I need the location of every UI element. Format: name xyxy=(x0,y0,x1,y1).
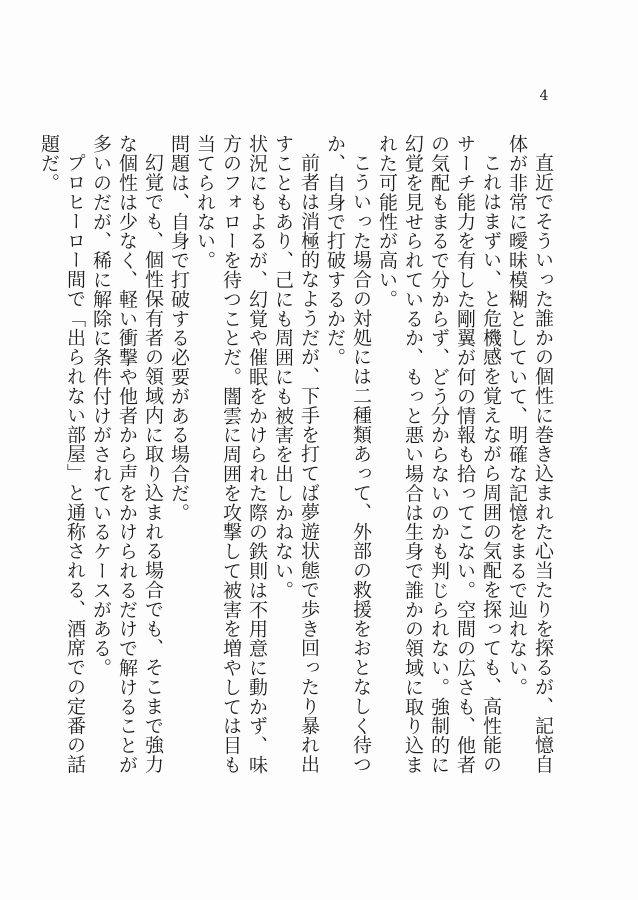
page-number: 4 xyxy=(539,88,549,104)
paragraph: こういった場合の対処には二種類あって、外部の救援をおとなしく待つか、自身で打破するかだ。 xyxy=(324,134,372,774)
paragraph: 直近でそういった誰かの個性に巻き込まれた心当たりを探るが、記憶自体が非常に曖昧模糊としていて、明確な記憶をまるで辿れない。 xyxy=(506,134,554,774)
paragraph: 幻覚でも、個性保有者の領域内に取り込まれる場合でも、そこまで強力な個性は少なく、軽い衝撃や他者から声をかけられるだけで解けることが多いのだが、稀に解除に条件付けがされているケースがある。 xyxy=(90,134,164,775)
paragraph: プロヒーロー間で「出られない部屋」と通称される、酒席での定番の話題だ。 xyxy=(38,134,86,774)
paragraph: 状況にもよるが、幻覚や催眠をかけられた際の鉄則は不用意に動かず、味方のフォローを待つことだ。闇雲に周囲を攻撃して被害を増やしては目も当てられない。 xyxy=(194,134,268,775)
paragraph: 前者は消極的なようだが、下手を打てば夢遊状態で歩き回ったり暴れ出すこともあり、己にも周囲にも被害を出しかねない。 xyxy=(272,134,320,774)
paragraph: これはまずい、と危機感を覚えながら周囲の気配を探っても、高性能のサーチ能力を有した剛翼が何の情報も拾ってこない。空間の広さも、他者の気配もまるで分からず、どう分からないのかも判じられない。強制的に幻覚を見せられているか、もっと悪い場合は生身で誰かの領域に取り込まれた可能性が高い。 xyxy=(376,134,502,775)
paragraph: 問題は、自身で打破する必要がある場合だ。 xyxy=(168,134,190,522)
vertical-text-body xyxy=(36,134,556,784)
